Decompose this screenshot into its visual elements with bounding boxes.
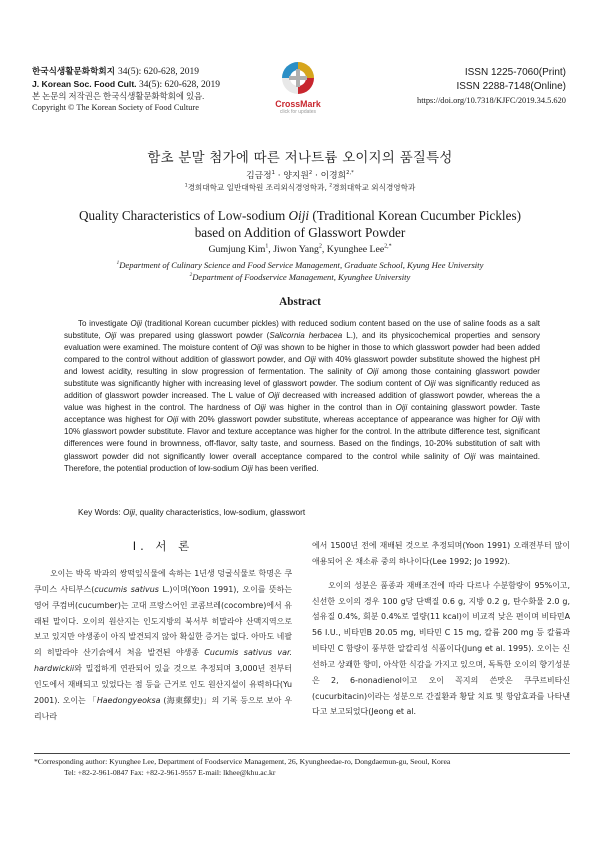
crossmark-sub: click for updates — [279, 109, 317, 115]
italic-term: Oiji — [250, 343, 263, 353]
italic-term: Oiji — [463, 451, 476, 461]
text-run: was shown to be higher in those to which glasswort powder had been added compared to the control without addition of glasswort powder, and — [64, 343, 541, 365]
text-run: was significantly reduced as addition of glasswort powder increased. The L value of — [64, 379, 540, 401]
body-left-column — [34, 538, 292, 724]
author-mark: 2,* — [384, 243, 392, 250]
text-run: (traditional Korean cucumber pickles) with reduced sodium content based on the use of saline foods as a salt substitute, — [64, 319, 540, 341]
italic-term: Oiji — [304, 355, 316, 365]
italic-term: Oiji — [424, 379, 436, 389]
author-mark: 2 — [308, 170, 313, 177]
aff-mark: 2 — [189, 271, 193, 278]
authors-kr — [0, 168, 600, 181]
text-run: 와 밀접하게 연관되어 있을 것으로 추정되며 3,000년 전부터 인도에서 재배되고 있었다는 점 등을 근거로 인도 원산지설이 유력하다(Yu 2001). 오이는 「 — [34, 664, 292, 705]
aff-mark: 2 — [329, 183, 333, 189]
title-en-part: Quality Characteristics of Low-sodium — [79, 208, 289, 223]
italic-term: Haedongyeoksa — [96, 695, 161, 705]
italic-term: Cucumis sativus var. hardwickii — [34, 648, 292, 674]
author-en: Jiwon Yang — [273, 244, 319, 255]
keywords-list — [123, 507, 305, 517]
text-run: was prepared using glasswort powder ( — [116, 331, 270, 341]
text-run: , quality characteristics, low-sodium, glasswort — [135, 507, 306, 517]
journal-name-kr: 한국식생활문화학회지 — [32, 67, 116, 77]
text-run: with 10% glasswort powder substitute. Flavor and texture acceptance was higher for the control. In the attribute difference test, significant differences were found in brownness, off-flavor, salty taste, and sourness. Based on the findings, 10-20% substitution of salt with glasswort powder did not significantly lower overall acceptance compared to the control while salinity of — [64, 415, 541, 461]
abstract-body — [64, 318, 540, 475]
keywords-label: Key Words: — [78, 507, 124, 517]
author-mark: 2,* — [346, 170, 354, 177]
affiliation-kr: 경희대학교 외식경영학과 — [332, 183, 416, 192]
title-kr: 함초 분말 첨가에 따른 저나트륨 오이지의 품질특성 — [147, 151, 453, 166]
body-paragraph — [34, 566, 292, 724]
copyright-kr: 본 논문의 저작권은 한국식생활문화학회에 있음. — [32, 92, 205, 101]
text-run: has been verified. — [252, 463, 319, 473]
doi-link[interactable]: https://doi.org/10.7318/KJFC/2019.34.5.620 — [417, 96, 566, 105]
text-run: decreased with increased addition of glasswort powder, whereas the a value was highest in the control. The hardness of — [64, 391, 540, 413]
text-run: with 40% glasswort powder substitute showed the highest pH and lowest acidity, resulting in slow progression of fermentation. The salinity of — [64, 355, 540, 377]
affiliation-en: Department of Culinary Science and Food Service Management, Graduate School, Kyung Hee University — [119, 260, 484, 270]
author-kr: 김금정 — [246, 171, 272, 181]
issn-print: ISSN 1225-7060(Print) — [464, 67, 566, 78]
authors-en: Gumjung Kim$^1$, Jiwon Yang$^2$, Kyunghee Lee$^{2,*}$ — [208, 243, 392, 255]
abstract-heading: Abstract — [279, 296, 321, 308]
text-run: (海東繹史)」의 기록 등으로 보아 우리나라 — [34, 695, 292, 721]
italic-term: Oiji — [104, 331, 117, 341]
title-en-italic: Oiji — [288, 208, 310, 223]
body-right-column — [312, 538, 570, 720]
italic-term: Oiji — [123, 507, 136, 517]
text-run: with 20% glasswort powder substitute, whereas acceptance of appearance was higher for — [178, 415, 512, 425]
author-kr: 이경희 — [320, 171, 347, 181]
crossmark-icon — [278, 60, 318, 96]
title-en-part: (Traditional Korean Cucumber Pickles) — [309, 208, 521, 223]
affiliations-kr: $^1$경희대학교 일반대학원 조리외식경영학과, $^2$경희대학교 외식경영학과 — [184, 183, 416, 192]
text-run: To investigate — [78, 319, 131, 328]
aff-mark: 1 — [184, 183, 188, 189]
section-heading: Ⅰ. 서 론 — [132, 539, 194, 553]
text-run: 오이는 박목 박과의 쌍떡잎식물에 속하는 1년생 덩굴식물로 학명은 쿠쿠미스 사티부스( — [34, 569, 292, 594]
text-run: L.), and its physicochemical properties and sensory evaluation were examined. The moisture content of — [64, 331, 540, 353]
journal-volume-kr: 34(5): 620-628, 2019 — [118, 67, 200, 77]
italic-term: Oiji — [267, 391, 280, 401]
text-run: containing glasswort powder. Taste acceptance was highest for — [64, 403, 540, 425]
footnote-contact: Tel: +82-2-961-0847 Fax: +82-2-961-9557 E-mail: lkhee@khu.ac.kr — [64, 767, 276, 777]
keywords — [78, 507, 305, 517]
text-run: among those containing glasswort powder substitute was significantly higher with increasing level of glasswort powder. The sodium content of — [64, 367, 540, 389]
italic-term: Oiji — [366, 367, 379, 377]
footnote — [34, 757, 450, 778]
affiliation-en: Department of Foodservice Management, Kyunghee University — [192, 271, 411, 282]
title-en — [0, 207, 600, 241]
author-en: Kyunghee Lee — [326, 244, 385, 255]
italic-term: Oiji — [130, 319, 142, 328]
italic-term: Oiji — [395, 403, 408, 413]
issn-block — [417, 66, 566, 108]
body-paragraph: 에서 1500년 전에 재배된 것으로 추정되며(Yoon 1991) 오래전부터 많이 애용되어 온 채소류 중의 하나이다(Lee 1992; Jo 1992). — [312, 541, 570, 566]
text-run: L.)이며(Yoon 1991), 오이를 뜻하는 영어 쿠컴버(cucumber)는 고대 프랑스어인 코콤브레(cocombre)에서 유래된 말이다. 오이의 원산지는 인도지방의 북서부 히말라야 산맥지역으로 보고 있지만 야생종이 아직 발견되지 않아 확실한 증거는 없다. 아마도 네팔의 히말라야 산기슭에서 처음 발견된 야생종 — [34, 584, 292, 658]
text-run: was higher in the control than in — [265, 403, 396, 413]
italic-term: cucumis sativus — [94, 584, 159, 594]
author-separator: · — [312, 171, 321, 181]
body-paragraph: 오이의 성분은 품종과 재배조건에 따라 다르나 수분함량이 95%이고, 신선한 오이의 경우 100 g당 단백질 0.6 g, 지방 0.2 g, 탄수화물 2.0 g, 섬유질 0.4%, 회분 0.4%로 열량(11 kcal)이 비교적 낮은 편이며 비타민A 56 I.U., 비타민B 20.05 mg, 비타민 C 15 mg, 칼륨 200 mg 등 칼륨과 비타민 C 함량이 풍부한 알칼리성 식품이다(Jung et al. 1995). 오이는 신선하고 상쾌한 향미, 아삭한 식감을 가지고 있으며, 독특한 오이의 향기성분은 2, 6-nonadienol이고 오이 꼭지의 쓴맛은 쿠쿠르비타신(cucurbitacin)이라는 성분으로 간질환과 황달 치료 및 항암효과를 나타낸다고 보고되었다(Jeong et al. — [312, 580, 570, 717]
crossmark-badge[interactable] — [263, 60, 333, 115]
issn-online: ISSN 2288-7148(Online) — [456, 81, 566, 92]
affiliations-en — [0, 260, 600, 283]
footnote-line: *Corresponding author: Kyunghee Lee, Department of Foodservice Management, 26, Kyungheedae-ro, Dongdaemun-gu, Seoul, Korea — [34, 757, 451, 766]
author-kr: 양지원 — [283, 171, 309, 181]
italic-term: Oiji — [166, 415, 179, 425]
italic-term: Oiji — [254, 403, 266, 413]
copyright-en: Copyright © The Korean Society of Food Culture — [32, 103, 199, 112]
italic-term: Salicornia herbacea — [269, 331, 343, 341]
author-mark: 2 — [318, 243, 322, 250]
crossmark-label: CrossMark — [275, 99, 321, 109]
author-mark: 1 — [265, 243, 269, 250]
title-en-line2: based on Addition of Glasswort Powder — [194, 225, 406, 240]
italic-term: Oiji — [241, 463, 253, 473]
footnote-rule — [34, 753, 570, 754]
affiliation-kr: 경희대학교 일반대학원 조리외식경영학과 — [187, 183, 325, 192]
author-en: Gumjung Kim — [208, 244, 266, 255]
aff-mark: 1 — [116, 260, 120, 267]
italic-term: Oiji — [511, 415, 523, 425]
author-separator: · — [275, 171, 284, 181]
journal-name-en: J. Korean Soc. Food Cult. — [32, 79, 137, 89]
author-mark: 1 — [271, 170, 276, 177]
text-run: was maintained. Therefore, the potential production of low-sodium — [64, 451, 540, 473]
journal-volume-en: 34(5): 620-628, 2019 — [138, 80, 220, 90]
